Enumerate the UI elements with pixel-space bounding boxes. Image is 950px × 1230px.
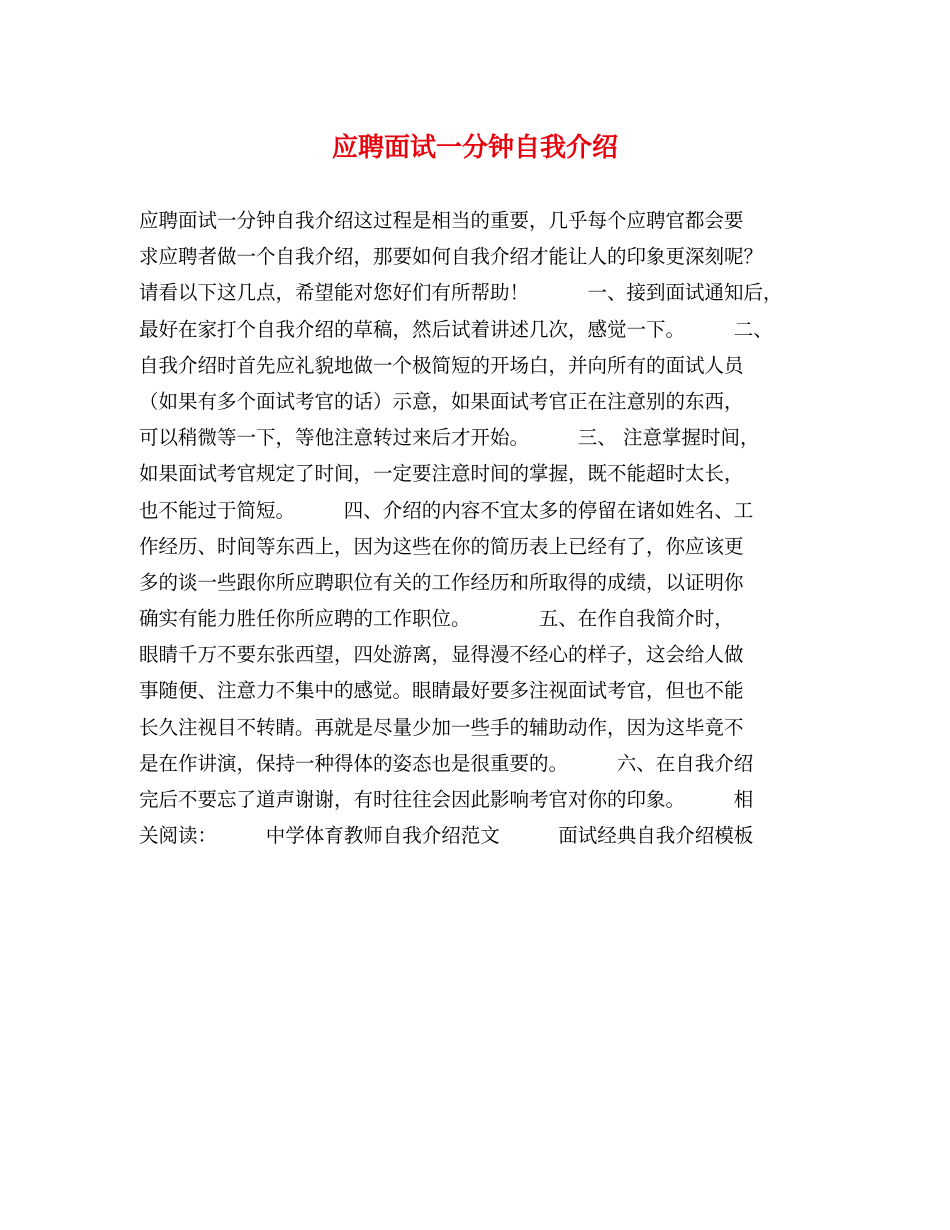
- related-reading-line: 关阅读： 中学体育教师自我介绍范文 面试经典自我介绍模板: [139, 824, 754, 848]
- body-line-7: 可以稍微等一下，等他注意转过来后才开始。 三、 注意掌握时间，: [139, 426, 760, 450]
- body-line-5: 自我介绍时首先应礼貌地做一个极简短的开场白，并向所有的面试人员: [139, 353, 744, 377]
- body-line-6: （如果有多个面试考官的话）示意，如果面试考官正在注意别的东西，: [139, 389, 744, 413]
- body-line-1: 应聘面试一分钟自我介绍这过程是相当的重要，几乎每个应聘官都会要: [139, 209, 744, 232]
- body-line-11: 多的谈一些跟你所应聘职位有关的工作经历和所取得的成绩，以证明你: [139, 570, 744, 594]
- page-title: 应聘面试一分钟自我介绍: [331, 133, 618, 163]
- body-line-16: 是在作讲演，保持一种得体的姿态也是很重要的。 六、在自我介绍: [139, 751, 754, 775]
- body-line-3: 请看以下这几点，希望能对您好们有所帮助！ 一、接到面试通知后，: [139, 281, 783, 305]
- body-line-9: 也不能过于简短。 四、介绍的内容不宜太多的停留在诸如姓名、工: [139, 498, 754, 522]
- body-line-2: 求应聘者做一个自我介绍，那要如何自我介绍才能让人的印象更深刻呢？: [139, 245, 764, 269]
- body-line-12: 确实有能力胜任你所应聘的工作职位。 五、在作自我简介时，: [139, 607, 734, 631]
- body-line-13: 眼睛千万不要东张西望，四处游离，显得漫不经心的样子，这会给人做: [139, 643, 744, 667]
- body-line-4: 最好在家打个自我介绍的草稿，然后试着讲述几次，感觉一下。 二、: [139, 317, 773, 341]
- body-line-17: 完后不要忘了道声谢谢，有时往往会因此影响考官对你的印象。 相: [139, 788, 754, 811]
- body-line-15: 长久注视目不转睛。再就是尽量少加一些手的辅助动作，因为这毕竟不: [139, 715, 744, 739]
- article-body: [139, 203, 839, 854]
- body-line-14: 事随便、注意力不集中的感觉。眼睛最好要多注视面试考官，但也不能: [139, 679, 744, 703]
- body-line-10: 作经历、时间等东西上，因为这些在你的简历表上已经有了，你应该更: [139, 534, 744, 558]
- body-line-8: 如果面试考官规定了时间，一定要注意时间的掌握，既不能超时太长，: [139, 462, 744, 486]
